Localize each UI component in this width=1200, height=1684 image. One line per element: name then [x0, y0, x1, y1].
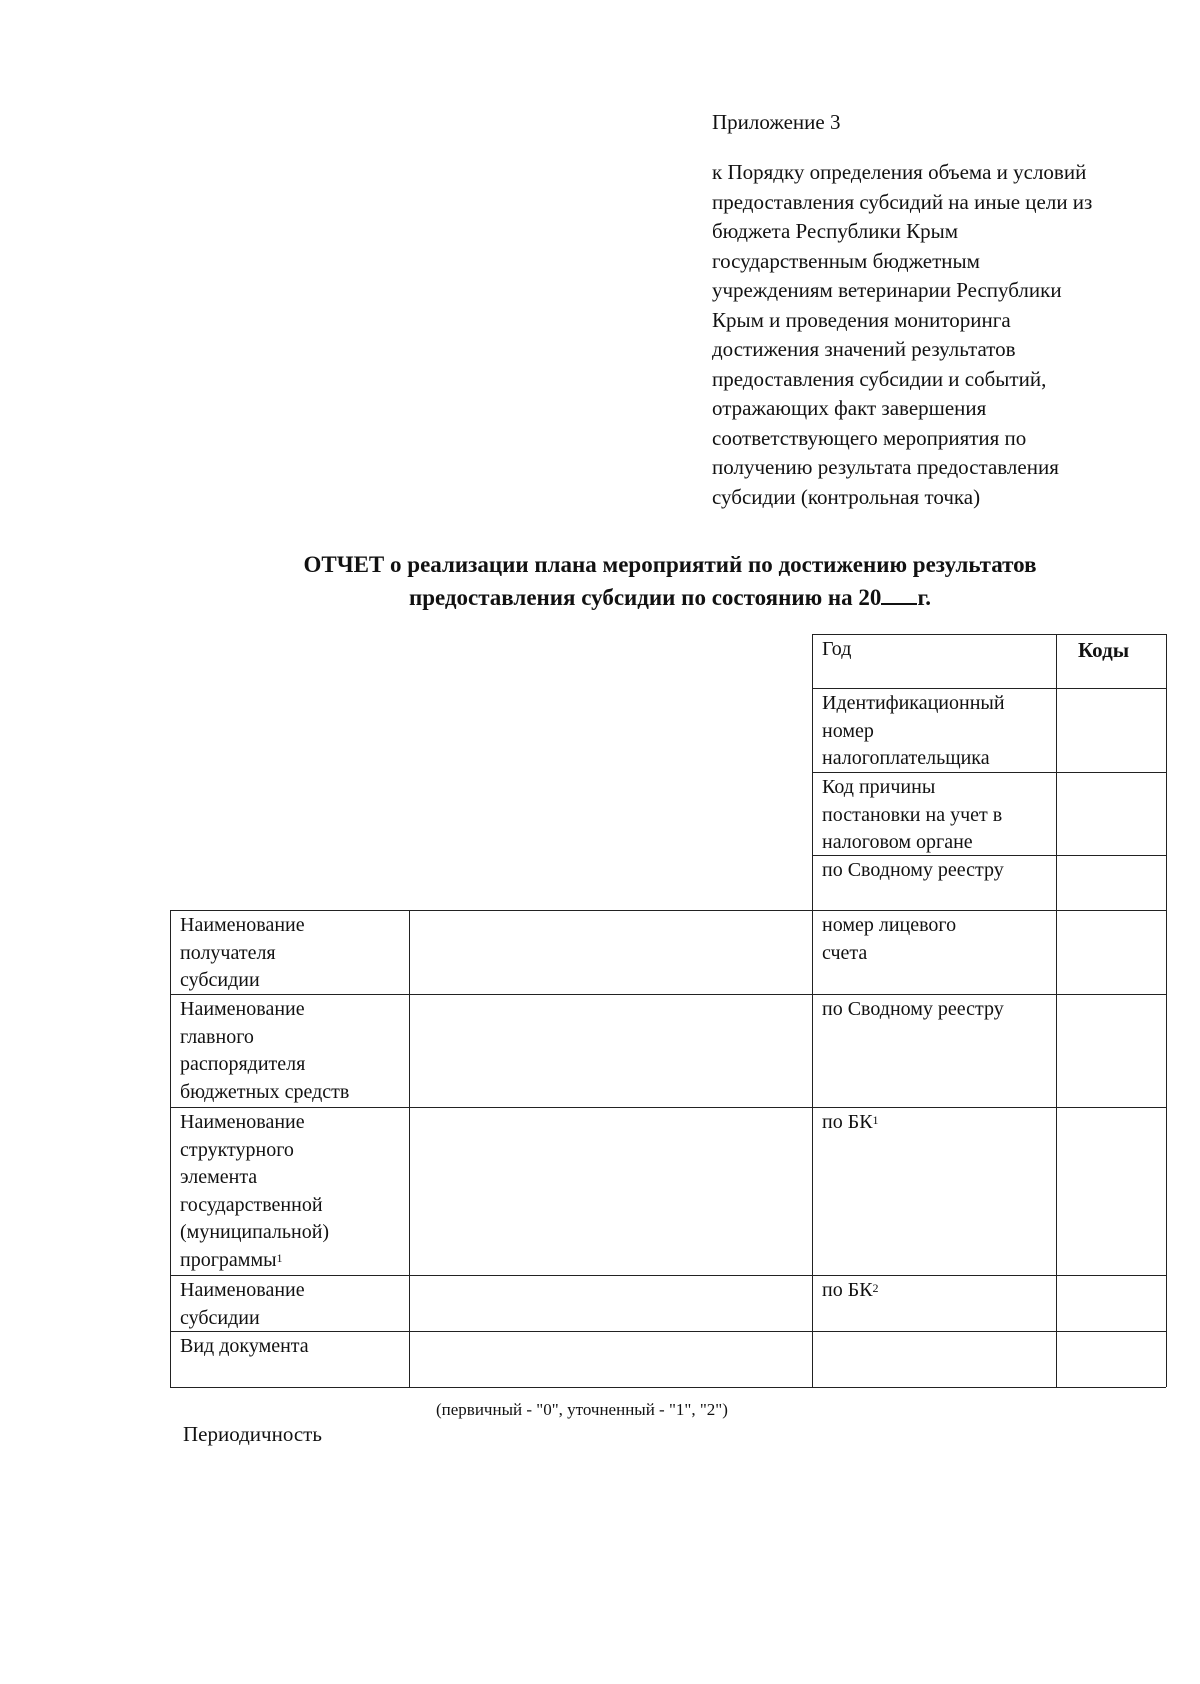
table-border [812, 910, 813, 1387]
code-label-svodny [822, 996, 1004, 1024]
cell-line: Идентификационный [822, 692, 1005, 714]
year-blank [881, 585, 917, 605]
annex-line: отражающих факт завершения [712, 396, 987, 420]
cell-line: Наименование [180, 998, 305, 1020]
report-title-line1: ОТЧЕТ о реализации плана мероприятий по достижению результатов [303, 552, 1037, 577]
annex-line: Крым и проведения мониторинга [712, 307, 1011, 332]
header-codes: Коды [1078, 638, 1130, 662]
report-title-suffix: г. [917, 585, 932, 610]
cell-line: Наименование [180, 914, 305, 936]
periodicity-label: Периодичность [183, 1422, 322, 1446]
cell-line: по Сводному реестру [822, 998, 1004, 1020]
footnote-mark: 2 [872, 1281, 879, 1295]
annex-line: предоставления субсидий на иные цели из [712, 189, 1093, 214]
row-label-subsidy [180, 1277, 305, 1332]
code-label-account [822, 912, 956, 967]
cell-line [180, 1247, 329, 1275]
cell-line: распорядителя [180, 1053, 306, 1075]
annex-line: соответствующего мероприятия по [712, 425, 1027, 450]
table-border [1166, 910, 1167, 1387]
cell-line: номер лицевого [822, 914, 957, 936]
cell-text: программы [180, 1248, 277, 1271]
report-title-prefix: предоставления субсидии по состоянию на 20 [408, 585, 882, 610]
kpp-label [822, 774, 1002, 857]
table-border [170, 1275, 1166, 1276]
cell-line: Наименование [180, 1279, 305, 1301]
table-border [170, 1331, 1166, 1332]
code-label-bk1 [822, 1109, 879, 1137]
row-label-main-manager [180, 996, 349, 1106]
cell-line: (муниципальной) [180, 1221, 330, 1243]
cell-line: налогоплательщика [822, 747, 990, 769]
cell-line: главного [180, 1025, 254, 1048]
cell-line [822, 1277, 879, 1305]
annex-line: учреждениям ветеринарии Республики [712, 278, 1062, 302]
cell-line: номер [822, 719, 874, 742]
cell-line: налоговом органе [822, 831, 973, 853]
annex-line: получению результата предоставления [712, 455, 1059, 479]
table-border [812, 634, 1166, 635]
annex-text [712, 158, 1182, 512]
code-label-bk2 [822, 1277, 879, 1305]
cell-line: Код причины [822, 776, 936, 798]
cell-line: Вид документа [180, 1335, 309, 1357]
table-border [170, 910, 1166, 911]
report-title-line2 [150, 581, 1190, 614]
annex-line: субсидии (контрольная точка) [712, 484, 981, 509]
annex-line: достижения значений результатов [712, 337, 1016, 361]
svodny-label: по Сводному реестру [822, 859, 1004, 881]
cell-line: счета [822, 941, 868, 964]
annex-line: к Порядку определения объема и условий [712, 160, 1087, 184]
table-border [1056, 634, 1057, 910]
inn-label [822, 690, 1005, 773]
row-label-program-element [180, 1109, 329, 1274]
row-label-recipient [180, 912, 305, 995]
table-border [170, 1107, 1166, 1108]
table-border [170, 1387, 1166, 1388]
cell-line: Наименование [180, 1111, 305, 1133]
cell-text: по БК [822, 1111, 873, 1133]
footnote-mark: 1 [276, 1250, 283, 1265]
cell-line [822, 1109, 879, 1137]
cell-line: субсидии [180, 969, 260, 991]
cell-line: структурного [180, 1138, 294, 1161]
footnote-mark: 1 [872, 1113, 879, 1127]
table-border [170, 994, 1166, 995]
cell-line: элемента [180, 1166, 258, 1188]
annex-line: государственным бюджетным [712, 248, 980, 273]
table-border [1056, 910, 1057, 1387]
cell-line: бюджетных средств [180, 1080, 350, 1103]
annex-line: бюджета Республики Крым [712, 219, 959, 243]
row-label-doc-type [180, 1333, 309, 1361]
header-year: Год [822, 638, 852, 660]
cell-text: по БК [822, 1279, 873, 1301]
cell-line: получателя [180, 941, 276, 964]
table-border [170, 910, 171, 1387]
cell-line: субсидии [180, 1306, 260, 1329]
table-border [1166, 634, 1167, 910]
cell-line: государственной [180, 1193, 323, 1216]
annex-title: Приложение 3 [712, 110, 841, 134]
report-title [150, 548, 1190, 614]
table-border [812, 634, 813, 910]
doc-type-note: (первичный - "0", уточненный - "1", "2") [436, 1400, 728, 1419]
cell-line: постановки на учет в [822, 803, 1003, 826]
table-border [812, 688, 1166, 689]
table-border [409, 910, 410, 1387]
annex-line: предоставления субсидии и событий, [712, 366, 1047, 391]
